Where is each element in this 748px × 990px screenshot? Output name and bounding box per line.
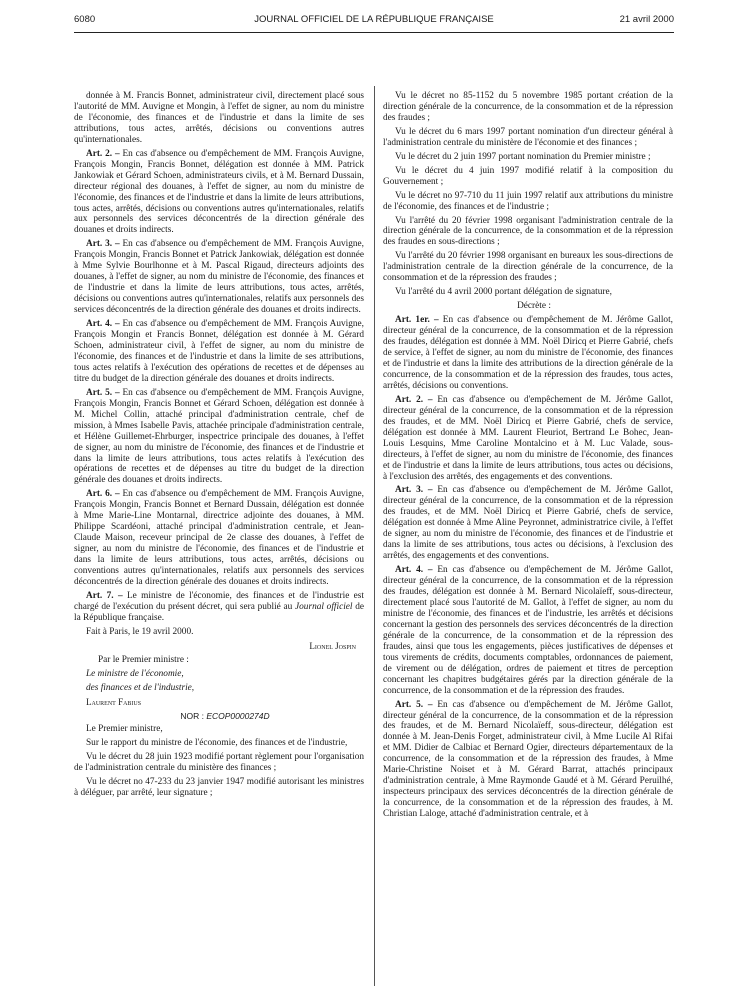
- visa: Vu l'arrêté du 4 avril 2000 portant délégation de signature,: [395, 287, 612, 298]
- article-2: [383, 395, 673, 483]
- article-text: En cas d'absence ou d'empêchement de M. Jérôme Gallot, directeur général de la concurrence, de la consommation et de la répression des fraudes, délégation est donnée à MM. Noël Diricq et Pierre Gabrié, chefs de service, à l'effet de signer, au nom du ministre de l'économie, des finances et de l'industrie et dans la limite des attributions de la direction générale de la concurrence, de la consommation et de la répression des fraudes, tous actes, arrêtés, décisions ou conventions.: [383, 315, 673, 391]
- nor-code: ECOP0000274D: [206, 710, 270, 721]
- visa: Vu le décret no 47-233 du 23 janvier 1947 modifié autorisant les ministres à déléguer, par arrêté, leur signature ;: [74, 777, 364, 799]
- article-6: [74, 489, 364, 588]
- visa: Vu le décret du 6 mars 1997 portant nomination d'un directeur général à l'administration centrale du ministère de l'économie et des finances ;: [383, 126, 673, 148]
- visa: Vu l'arrêté du 20 février 1998 organisant l'administration centrale de la direction générale de la concurrence, de la consommation et de la répression des fraudes en sous-directions ;: [383, 215, 673, 248]
- article-label: Art. 5. –: [86, 387, 120, 398]
- article-text: En cas d'absence ou d'empêchement de MM. François Auvigne, François Mongin, Francis Bonnet et Patrick Jankowiak, délégation est donnée à Mme Sylvie Bourlhonne et à M. Pascal Rigaud, directeurs adjoints des douanes, à l'effet de signer, au nom du ministre de l'économie, des finances et de l'industrie et dans la limite de leurs attributions, tous actes, arrêtés, décisions ou conventions autres qu'internationales, relatifs aux personnels des services déconcentrés de la direction générale des douanes et droits indirects.: [74, 239, 364, 316]
- page-header: [74, 14, 674, 30]
- visa: Sur le rapport du ministre de l'économie, des finances et de l'industrie,: [86, 738, 348, 749]
- article-3: [383, 485, 673, 562]
- article-text: En cas d'absence ou d'empêchement de M. Jérôme Gallot, directeur général de la concurrence, de la consommation et de la répression des fraudes, et de MM. Noël Diricq et Pierre Gabrié, chefs de service, délégation est donnée à MM. Laurent Fleuriot, Bertrand Le Bohec, Jean-Louis Lesquins, Mme Caroline Montalcino et à M. Luc Valade, sous-directeurs, à l'effet de signer, au nom du ministre de l'économie, des finances et de l'industrie et dans la limite de leurs attributions, tous actes ou décisions, à l'exclusion des arrêtés, des engagements et des conventions.: [383, 394, 673, 482]
- article-1: [383, 315, 673, 392]
- visa: Vu le décret du 4 juin 1997 modifié relatif à la composition du Gouvernement ;: [383, 165, 673, 187]
- article-label: Art. 3. –: [395, 485, 433, 496]
- page-number: 6080: [74, 14, 96, 25]
- minister-title-1: Le ministre de l'économie,: [86, 668, 184, 679]
- nor-label: NOR :: [180, 710, 207, 721]
- article-text: En cas d'absence ou d'empêchement de MM. François Auvigne, François Mongin, Francis Bonnet et Bernard Dussain, délégation est donnée à Mme Marie-Line Montarnal, directrice adjointe des douanes, à MM. Philippe Scardéoni, attaché principal d'administration centrale, et Jean-Claude Maison, receveur principal de 2e classe des douanes, à l'effet de signer, au nom du ministre de l'économie, des finances et de l'industrie et dans la limite de leurs attributions, tous actes, arrêtés, décisions ou conventions autres qu'internationales, relatifs aux personnels des services déconcentrés de la direction générale des douanes et droits indirects.: [74, 489, 364, 587]
- column-divider: [374, 86, 375, 986]
- visa: Vu le décret no 85-1152 du 5 novembre 1985 portant création de la direction générale de la concurrence, de la consommation et de la répression des fraudes ;: [383, 91, 673, 123]
- minister-name: Laurent Fabius: [86, 696, 142, 707]
- article-label: Art. 7. –: [86, 590, 123, 601]
- nor-reference: [74, 711, 364, 722]
- article-label: Art. 4. –: [86, 319, 120, 330]
- article-text: En cas d'absence ou d'empêchement de M. Jérôme Gallot, directeur général de la concurrence, de la consommation et de la répression des fraudes, délégation est donnée à M. Bernard Nicolaïeff, sous-directeur, directement placé sous l'autorité de M. Gallot, à l'effet de signer, au nom du ministre de l'économie, des finances et de l'industrie, les arrêtés et décisions concernant la gestion des personnels des services déconcentrés de la direction générale de la concurrence, de la consommation et de la répression des fraudes, ainsi que tous les engagements, pièces justificatives de dépenses et tous virements de crédits, documents comptables, ordonnances de paiement, de virement ou de délégation, ordres de paiement et titres de perception concernant les chapitres budgétaires gérés par la direction générale de la concurrence, de la consommation et de la répression des fraudes.: [383, 565, 673, 696]
- article-4: [383, 565, 673, 696]
- article-4: [74, 319, 364, 385]
- article-text: En cas d'absence ou d'empêchement de MM. François Auvigne, François Mongin et Francis Bonnet, délégation est donnée à M. Gérard Schoen, administrateur civil, à l'effet de signer, au nom du ministre de l'économie, des finances et de l'industrie et dans la limite de ses attributions, tous actes relatifs à l'exécution des opérations de recettes et de dépenses au titre du budget de la direction générale des douanes et droits indirects.: [74, 319, 364, 384]
- article-text: Le ministre de l'économie, des finances et de l'industrie est chargé de l'exécution du présent décret, qui sera publié au: [74, 590, 365, 612]
- article-text-end: de la République française.: [74, 601, 364, 623]
- journal-title: JOURNAL OFFICIEL DE LA RÉPUBLIQUE FRANÇAISE: [254, 14, 494, 25]
- article-text: En cas d'absence ou d'empêchement de MM. François Auvigne, François Mongin, Francis Bonnet et Gérard Schoen, délégation est donnée à M. Michel Collin, attaché principal d'administration centrale, chef de mission, à Mmes Isabelle Pavis, attachée principale d'administration centrale, et Hélène Guillemet-Ehrburger, inspectrice principale des douanes, à l'effet de signer, au nom du ministre de l'économie, des finances et de l'industrie et dans la limite de leurs attributions, tous actes relatifs à l'exécution des opérations de recettes et de dépenses au titre du budget de la direction générale des douanes et droits indirects.: [74, 387, 364, 486]
- article-label: Art. 3. –: [86, 239, 120, 250]
- article-5: [383, 700, 673, 820]
- article-3: [74, 239, 364, 316]
- minister-title-2: des finances et de l'industrie,: [86, 682, 195, 693]
- article-label: Art. 4. –: [395, 565, 433, 576]
- article-text: En cas d'absence ou d'empêchement de M. Jérôme Gallot, directeur général de la concurrence, de la consommation et de la répression des fraudes, et de MM. Noël Diricq et Pierre Gabrié, chefs de service, délégation est donnée à Mme Aline Peyronnet, administratrice civile, à l'effet de signer, au nom du ministre de l'économie, des finances et de l'industrie et dans la limite de ses attributions, tous actes ou décisions, à l'exclusion des arrêtés, des engagements et des conventions.: [383, 485, 673, 562]
- article-label: Art. 2. –: [395, 394, 433, 405]
- header-rule: [74, 32, 674, 33]
- article-label: Art. 1er. –: [395, 315, 439, 326]
- signatory: Lionel Jospin: [309, 640, 356, 651]
- par-le: Par le Premier ministre :: [98, 654, 189, 665]
- article-label: Art. 5. –: [395, 699, 433, 710]
- visa: Vu le décret du 28 juin 1923 modifié portant règlement pour l'organisation de l'administration centrale du ministère des finances ;: [74, 752, 364, 774]
- issue-date: 21 avril 2000: [619, 14, 674, 25]
- journal-name: Journal officiel: [295, 601, 353, 612]
- visa: Vu le décret du 2 juin 1997 portant nomination du Premier ministre ;: [395, 151, 651, 162]
- article-text: En cas d'absence ou d'empêchement de MM. François Auvigne, François Mongin, Francis Bonnet, délégation est donnée à MM. Patrick Jankowiak et Gérard Schoen, administrateurs civils, et à M. Bernard Dussain, directeur régional des douanes, à l'effet de signer, au nom du ministre de l'économie, des finances et de l'industrie et dans la limite de leurs attributions, tous actes, arrêtés, décisions ou conventions autres qu'internationales, relatifs aux personnels des services déconcentrés de la direction générale des douanes et droits indirects.: [74, 148, 364, 236]
- visa: Vu le décret no 97-710 du 11 juin 1997 relatif aux attributions du ministre de l'économie, des finances et de l'industrie ;: [383, 190, 673, 212]
- article-label: Art. 6. –: [86, 489, 120, 500]
- article-text: En cas d'absence ou d'empêchement de M. Jérôme Gallot, directeur général de la concurrence, de la consommation et de la répression des fraudes, et de M. Bernard Nicolaïeff, sous-directeur, délégation est donnée à M. Jean-Denis Forget, administrateur civil, à Mme Lucile Al Rifai et MM. Didier de Calbiac et Bernard Ogier, directeurs départementaux de la concurrence, de la consommation et de la répression des fraudes, à Mme Marie-Christine Noiset et à M. Gérard Barrat, attachés principaux d'administration centrale, à Mme Raymonde Gaudé et à M. Gérard Peruilhé, inspecteurs principaux des services déconcentrés de la direction générale de la concurrence, de la consommation et de la répression des fraudes, à M. Christian Laloge, attaché d'administration centrale, et à: [383, 699, 673, 820]
- article-label: Art. 2. –: [86, 148, 120, 159]
- article-7: [74, 591, 364, 624]
- done-at: Fait à Paris, le 19 avril 2000.: [86, 626, 194, 637]
- visa: Le Premier ministre,: [86, 724, 163, 735]
- decrete-heading: Décrète :: [517, 301, 551, 312]
- article-5: [74, 388, 364, 487]
- article-2: [74, 149, 364, 237]
- visa: Vu l'arrêté du 20 février 1998 organisant en bureaux les sous-directions de l'administration centrale de la direction générale de la concurrence, de la consommation et de la répression des fraudes ;: [383, 251, 673, 284]
- right-column: [383, 91, 673, 823]
- paragraph: donnée à M. Francis Bonnet, administrateur civil, directement placé sous l'autorité de MM. Auvigne et Mongin, à l'effet de signer, au nom du ministre de l'économie, des finances et de l'industrie et dans la limite de ses attributions, tous actes, arrêtés, décisions ou conventions autres qu'internationales.: [74, 91, 364, 145]
- left-column: [74, 91, 364, 802]
